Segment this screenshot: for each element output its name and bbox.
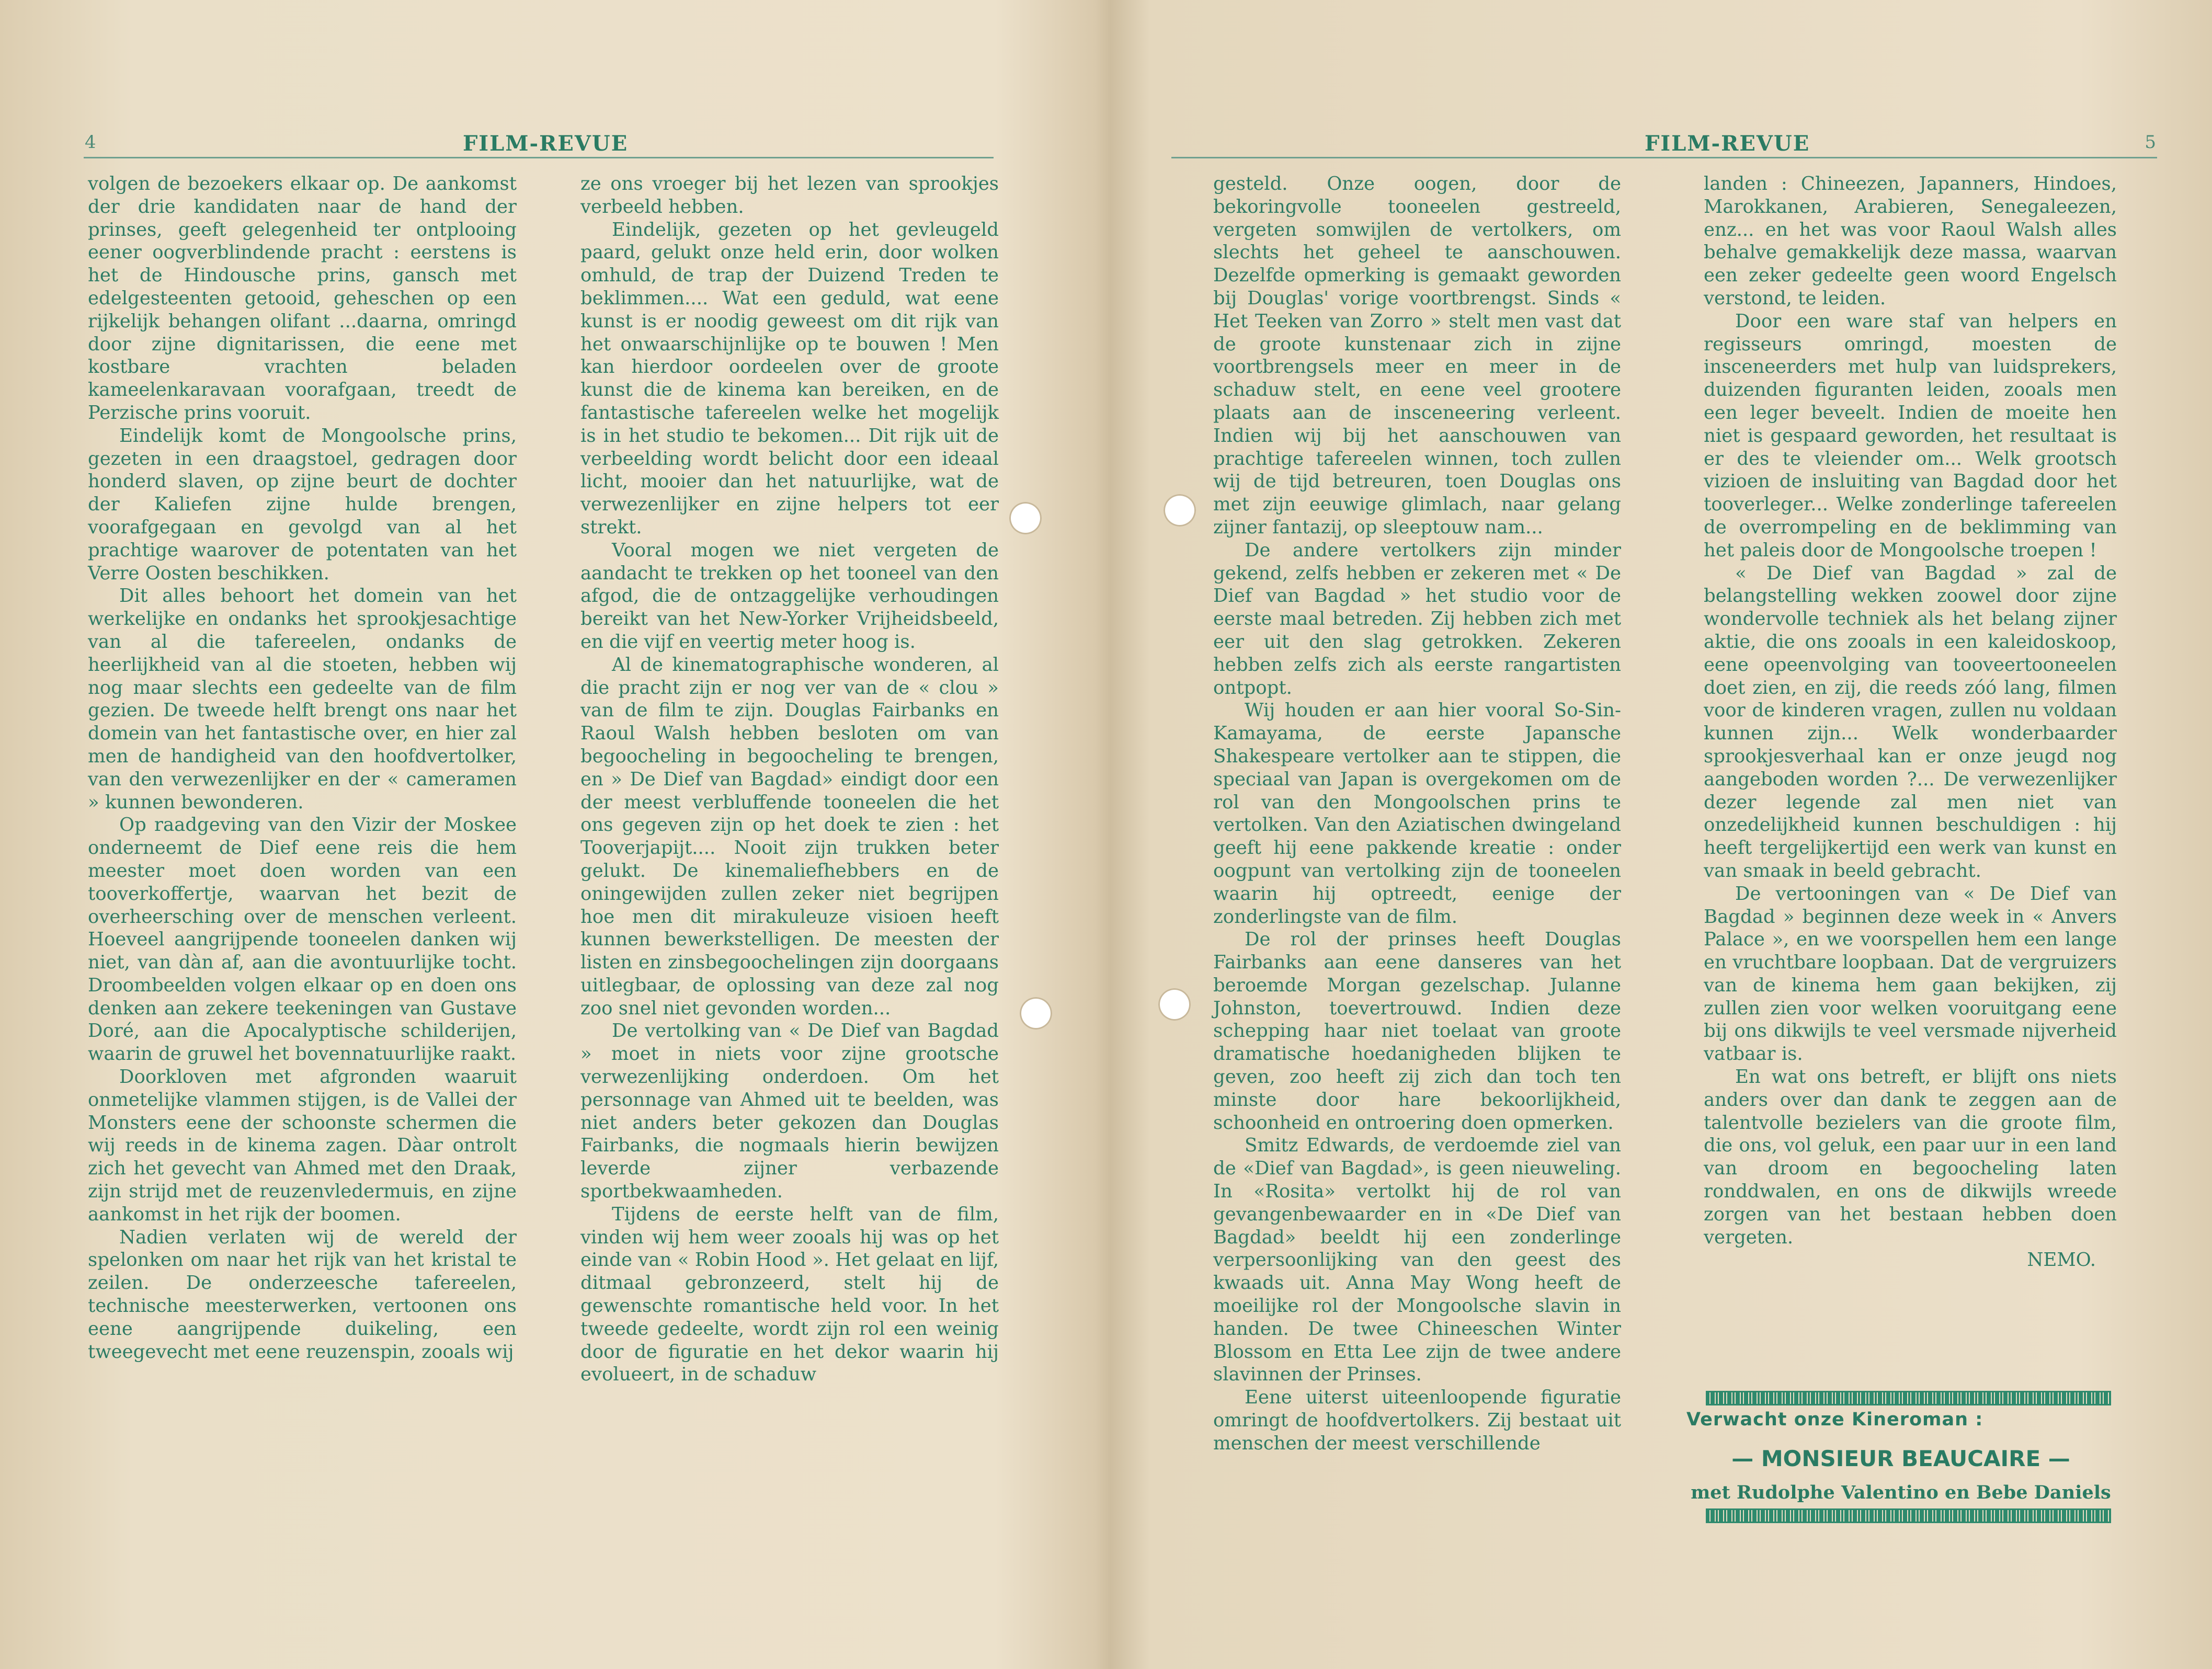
paragraph: De andere vertolkers zijn minder gekend, zelfs hebben er zekeren met « De Dief van Bagdad » het studio voor de eerste maal betreden. Zij hebben zich met eer uit den slag getrokken. Zekeren hebben zelfs zich als eerste rangartisten ontpopt.: [1213, 539, 1621, 699]
paragraph: Smitz Edwards, de verdoemde ziel van de «Dief van Bagdad», is geen nieuweling. In «Rosita» vertolkt hij de rol van gevangenbewaarder en in «De Dief van Bagdad» beeldt hij een zonderlinge verpersoonlijking van den geest des kwaads uit. Anna May Wong heeft de moeilijke rol der Mongoolsche slavin in handen. De twee Chineeschen Winter Blossom en Etta Lee zijn de twee andere slavinnen der Prinses.: [1213, 1135, 1621, 1386]
ad-title: — MONSIEUR BEAUCAIRE —: [1731, 1446, 2070, 1471]
masthead: FILM-REVUE: [1645, 131, 1810, 156]
page-number: 4: [85, 132, 96, 153]
ornamental-rule-top: [1706, 1391, 2111, 1405]
punch-hole: [1158, 988, 1191, 1021]
author-signature: NEMO.: [2027, 1249, 2096, 1271]
advertisement-box: [1686, 1409, 2115, 1503]
punch-hole: [1020, 997, 1052, 1030]
paragraph: De vertolking van « De Dief van Bagdad » moet in niets voor zijne grootsche verwezenlijking onderdoen. Om het personnage van Ahmed uit te beelden, was niet anders beter gekozen dan Douglas Fairbanks, die nogmaals hierin bewijzen leverde zijner verbazende sportbekwaamheden.: [580, 1020, 999, 1203]
paragraph: Eene uiterst uiteenloopende figuratie omringt de hoofdvertolkers. Zij bestaat uit menschen der meest verschillende: [1213, 1387, 1621, 1454]
text-column-1: [88, 173, 517, 1363]
paragraph: landen : Chineezen, Japanners, Hindoes, Marokkanen, Arabieren, Senegaleezen, enz... en het was voor Raoul Walsh alles behalve gemakkelijk deze massa, waarvan een zeker gedeelte geen woord Engelsch verstond, te leiden.: [1704, 173, 2117, 309]
paragraph: Eindelijk, gezeten op het gevleugeld paard, gelukt onze held erin, door wolken omhuld, de trap der Duizend Treden te beklimmen.... Wat een geduld, wat eene kunst is er noodig geweest om dit rijk van het onwaarschijnlijke op te bouwen ! Men kan hierdoor oordeelen over de groote kunst die de kinema kan bereiken, en de fantastische tafereelen welke het mogelijk is in het studio te bekomen... Dit rijk uit de verbeelding wordt belicht door een ideaal licht, mooier dan het natuurlijke, wat de verwezenlijker en zijne helpers tot eer strekt.: [580, 219, 999, 538]
text-column-3: [1213, 173, 1621, 1455]
running-header: [84, 120, 994, 158]
paragraph: Wij houden er aan hier vooral So-Sin-Kamayama, de eerste Japansche Shakespeare vertolker aan te stippen, die speciaal van Japan is overgekomen om de rol van den Mongoolschen prins te vertolken. Van den Aziatischen dwingeland geeft hij eene pakkende kreatie : onder oogpunt van vertolking zijn de tooneelen waarin hij optreedt, eenige der zonderlingste van de film.: [1213, 700, 1621, 928]
masthead: FILM-REVUE: [463, 131, 629, 156]
paragraph: En wat ons betreft, er blijft ons niets anders over dan dank te zeggen aan de talentvolle bezielers van die groote film, die ons, vol geluk, een paar uur in een land van droom en begoocheling laten ronddwalen, en ons de dikwijls wreede zorgen van het bestaan hebben doen vergeten.: [1704, 1066, 2117, 1248]
text-column-4: [1704, 173, 2117, 1272]
paragraph: Nadien verlaten wij de wereld der spelonken om naar het rijk van het kristal te zeilen. De onderzeesche tafereelen, technische meesterwerken, vertoonen ons eene aangrijpende duikeling, een tweegevecht met eene reuzenspin, zooals wij: [88, 1226, 517, 1363]
paragraph: Dit alles behoort het domein van het werkelijke en ondanks het sprookjesachtige van al die tafereelen, ondanks de heerlijkheid van al die stoeten, hebben wij nog maar slechts een gedeelte van de film gezien. De tweede helft brengt ons naar het domein van het fantastische over, en hier zal men de handigheid van den hoofdvertolker, van den verwezenlijker en der « cameramen » kunnen bewonderen.: [88, 585, 517, 813]
ad-cast: met Rudolphe Valentino en Bebe Daniels: [1691, 1482, 2111, 1503]
page-number: 5: [2145, 132, 2156, 153]
punch-hole: [1164, 494, 1196, 527]
punch-hole: [1009, 502, 1042, 534]
paragraph: Op raadgeving van den Vizir der Moskee onderneemt de Dief eene reis die hem meester moet doen worden van een tooverkoffertje, waarvan het bezit de overheersching over de menschen verleent. Hoeveel aangrijpende tooneelen danken wij niet, van dàn af, aan die avontuurlijke tocht. Droombeelden volgen elkaar op en doen ons denken aan zekere teekeningen van Gustave Doré, aan die Apocalyptische schilderijen, waarin de gruwel het bovennatuurlijke raakt.: [88, 814, 517, 1065]
paragraph: gesteld. Onze oogen, door de bekoringvolle tooneelen gestreeld, vergeten somwijlen de vertolkers, om slechts het geheel te aanschouwen. Dezelfde opmerking is gemaakt geworden bij Douglas' vorige voortbrengst. Sinds « Het Teeken van Zorro » stelt men vast dat de groote kunstenaar zich in zijne voortbrengsels meer en meer in de schaduw stelt, en eene veel grootere plaats aan de insceneering verleent. Indien wij bij het aanschouwen van prachtige tafereelen winnen, toch zullen wij de tijd betreuren, toen Douglas ons met zijn eeuwige glimlach, naar gelang zijner fantazij, op sleeptouw nam...: [1213, 173, 1621, 538]
paragraph: « De Dief van Bagdad » zal de belangstelling wekken zoowel door zijne wondervolle techniek als het belang zijner aktie, die ons zooals in een kaleidoskoop, eene opeenvolging van tooveertooneelen doet zien, en zij, die reeds zóó lang, filmen voor de kinderen vragen, zullen nu voldaan kunnen zijn... Welk wonderbaarder sprookjesverhaal kan er onze jeugd nog aangeboden worden ?... De verwezenlijker dezer legende zal men niet van onzedelijkheid kunnen beschuldigen : hij heeft tergelijkertijd een werk van kunst en van smaak in beeld gebracht.: [1704, 562, 2117, 882]
paragraph: volgen de bezoekers elkaar op. De aankomst der drie kandidaten naar de hand der prinses, geeft gelegenheid ter ontplooing eener oogverblindende pracht : eerstens is het de Hindousche prins, gansch met edelgesteenten getooid, geheschen op een rijkelijk behangen olifant ...daarna, omringd door zijne dignitarissen, die eene met kostbare vrachten beladen kameelenkaravaan voorafgaan, treedt de Perzische prins vooruit.: [88, 173, 517, 424]
paragraph: De vertooningen van « De Dief van Bagdad » beginnen deze week in « Anvers Palace », en we voorspellen hem een lange en vruchtbare loopbaan. Dat de vergruizers van de kinema hem gaan bekijken, zij zullen zien voor welken vooruitgang eene bij ons dikwijls te veel versmade nijverheid vatbaar is.: [1704, 883, 2117, 1065]
ornamental-rule-bottom: [1706, 1508, 2111, 1523]
paragraph: Tijdens de eerste helft van de film, vinden wij hem weer zooals hij was op het einde van « Robin Hood ». Het gelaat en lijf, ditmaal gebronzeerd, stelt hij de gewenschte romantische held voor. In het tweede gedeelte, wordt zijn rol een weinig door de figuratie en het dekor waarin hij evolueert, in de schaduw: [580, 1203, 999, 1386]
paragraph: Eindelijk komt de Mongoolsche prins, gezeten in een draagstoel, gedragen door honderd slaven, op zijne beurt de dochter der Kaliefen zijne hulde brengen, voorafgegaan en gevolgd van al het prachtige waarover de potentaten van het Verre Oosten beschikken.: [88, 425, 517, 584]
ad-heading: Verwacht onze Kineroman :: [1686, 1409, 1983, 1430]
paragraph: Vooral mogen we niet vergeten de aandacht te trekken op het tooneel van den afgod, die de ontzaggelijke verhoudingen bereikt van het New-Yorker Vrijheidsbeeld, en die vijf en veertig meter hoog is.: [580, 539, 999, 653]
paragraph: Door een ware staf van helpers en regisseurs omringd, moesten de insceneerders met hulp van luidsprekers, duizenden figuranten leiden, zooals men een leger beveelt. Indien de moeite hen niet is gespaard geworden, het resultaat is er des te vleiender om... Welk grootsch vizioen de insluiting van Bagdad door het tooverleger... Welke zonderlinge tafereelen de overrompeling en de beklimming van het paleis door de Mongoolsche troepen !: [1704, 310, 2117, 561]
text-column-2: [580, 173, 999, 1386]
paragraph: De rol der prinses heeft Douglas Fairbanks aan eene danseres van het beroemde Morgan gezelschap. Julanne Johnston, toevertrouwd. Indien deze schepping haar niet toelaat van groote dramatische hoedanigheden blijken te geven, zoo heeft zij zich dan toch ten minste door hare bekoorlijkheid, schoonheid en ontroering doen opmerken.: [1213, 929, 1621, 1134]
paragraph: ze ons vroeger bij het lezen van sprookjes verbeeld hebben.: [580, 173, 999, 218]
paragraph: Doorkloven met afgronden waaruit onmetelijke vlammen stijgen, is de Vallei der Monsters eene der schoonste schermen die wij reeds in de kinema zagen. Dàar ontrolt zich het gevecht van Ahmed met den Draak, zijn strijd met de reuzenvledermuis, en zijne aankomst in het rijk der boomen.: [88, 1066, 517, 1225]
running-header: [1171, 120, 2157, 158]
paragraph: Al de kinematographische wonderen, al die pracht zijn er nog ver van de « clou » van de film te zijn. Douglas Fairbanks en Raoul Walsh hebben besloten om van begoocheling in begoocheling te brengen, en » De Dief van Bagdad» eindigt door een der meest verbluffende tooneelen die het ons gegeven zijn op het doek te zien : het Tooverjapijt.... Nooit zijn trukken beter gelukt. De kinemaliefhebbers en de oningewijden zullen zeker niet begrijpen hoe men dit mirakuleuze visioen heeft kunnen bewerkstelligen. De meesten der listen en zinsbegoochelingen zijn doorgaans uitlegbaar, de oplossing van deze zal nog zoo snel niet gevonden worden...: [580, 654, 999, 1019]
